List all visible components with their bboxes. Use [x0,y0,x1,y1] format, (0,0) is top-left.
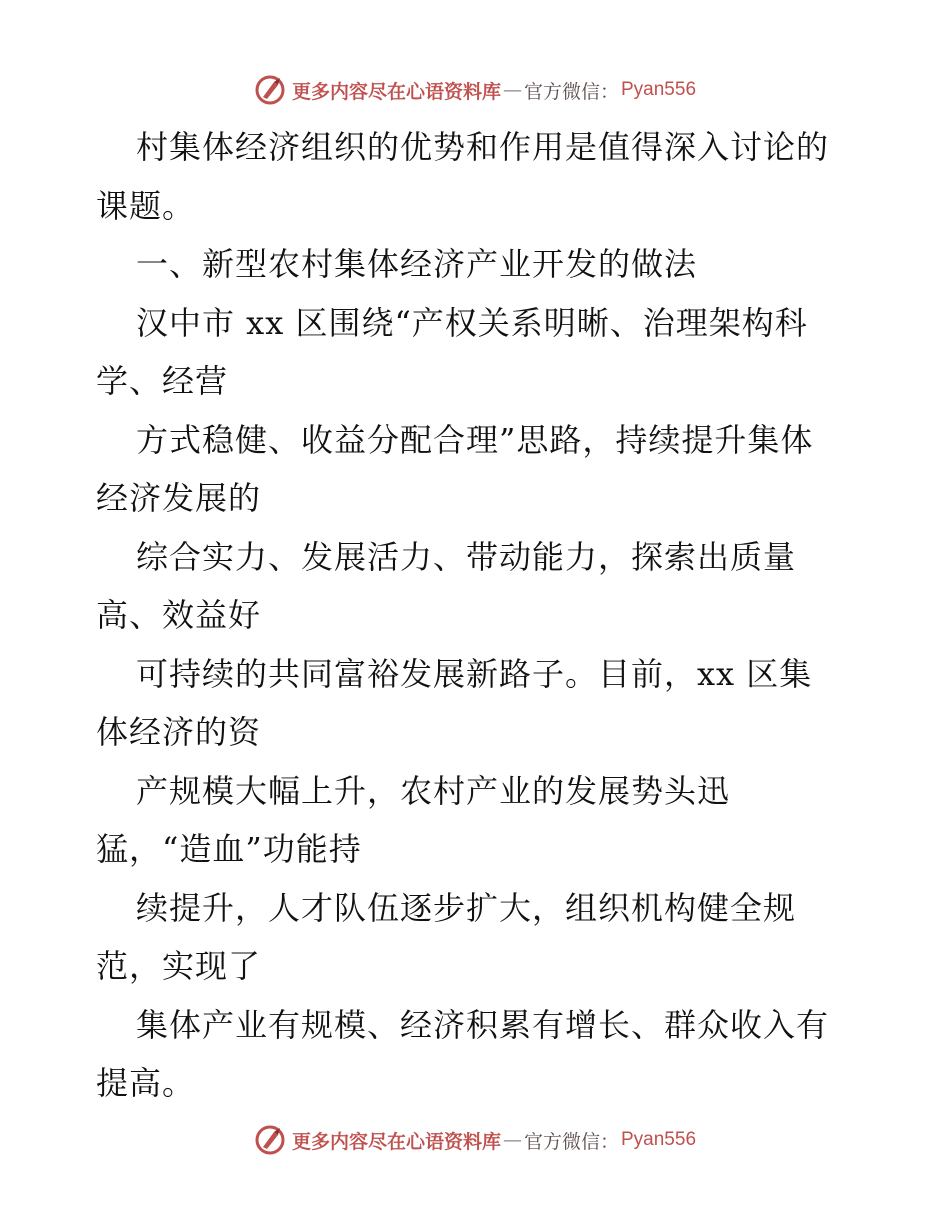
text-line: 产规模大幅上升，农村产业的发展势头迅 [136,771,731,810]
text-line: 学、经营 [96,362,229,400]
banner-separator: — [502,79,522,101]
banner-wechat-label: 官方微信： [523,80,619,103]
text-line: 提高。 [96,1064,196,1102]
text-line: 汉中市 xx 区围绕“产权关系明晰、治理架构科 [136,303,808,342]
banner-wechat-id: Pyan556 [621,79,697,100]
text-line: 集体产业有规模、经济积累有增长、群众收入有 [136,1005,830,1044]
footer-banner [0,1120,950,1160]
banner-wechat-id: Pyan556 [621,1129,697,1150]
banner-title: 更多内容尽在心语资料库 [291,1130,501,1153]
text-line: 范，实现了 [96,947,262,985]
header-banner [0,70,950,110]
text-line: 一、新型农村集体经济产业开发的做法 [136,245,698,283]
text-line: 村集体经济组织的优势和作用是值得深入讨论的 [136,128,830,166]
banner-wechat-label: 官方微信： [523,1130,619,1153]
text-line: 可持续的共同富裕发展新路子。目前，xx 区集 [136,654,813,693]
text-line: 体经济的资 [96,713,262,751]
text-line: 续提升，人才队伍逐步扩大，组织机构健全规 [136,888,797,927]
document-body [96,118,856,1113]
text-line: 课题。 [96,186,196,225]
quill-logo-icon [254,1124,286,1156]
quill-logo-icon [254,74,286,106]
banner-separator: — [502,1129,522,1151]
banner-title: 更多内容尽在心语资料库 [291,80,501,103]
text-line: 方式稳健、收益分配合理”思路，持续提升集体 [136,420,814,459]
text-line: 经济发展的 [96,479,262,517]
text-line: 猛，“造血”功能持 [96,830,362,868]
text-line: 综合实力、发展活力、带动能力，探索出质量 [136,537,797,576]
text-line: 高、效益好 [96,596,262,634]
